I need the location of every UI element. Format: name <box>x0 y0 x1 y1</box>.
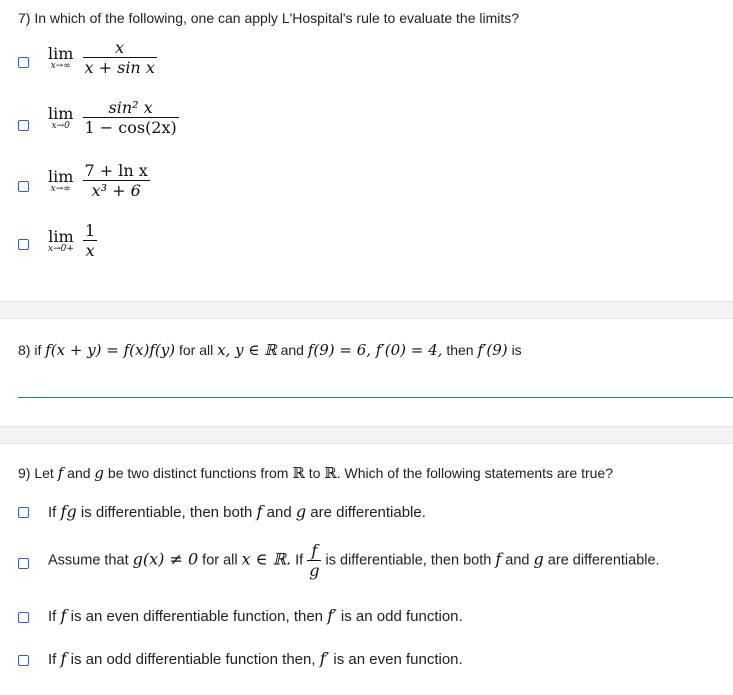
frac-den: x <box>85 241 95 260</box>
lim-sub: x→∞ <box>50 184 71 194</box>
opt-math: f <box>60 649 67 668</box>
q8-expr1: f(x + y) = f(x)f(y) <box>45 341 176 359</box>
opt-text: is differentiable, then both <box>325 552 492 569</box>
lim-label: lim <box>48 227 74 246</box>
q7-option-3 <box>48 161 150 200</box>
q9-option-4 <box>48 649 463 668</box>
opt-text: is an odd function. <box>340 608 463 625</box>
q9-option-1 <box>48 502 426 521</box>
q7-option-3-checkbox[interactable] <box>18 181 29 192</box>
lim-label: lim <box>48 44 74 63</box>
opt-math: x ∈ ℝ. <box>241 549 292 569</box>
q7-option-2 <box>48 98 179 137</box>
divider <box>0 318 733 319</box>
lim-sub: x→0 <box>51 121 70 131</box>
q8-expr4: f′(9) <box>477 341 508 359</box>
divider <box>0 443 733 444</box>
q8-expr2: x, y ∈ ℝ <box>217 341 277 359</box>
frac-num: 1 <box>84 221 96 240</box>
opt-math: g <box>295 502 307 521</box>
q9-option-2-checkbox[interactable] <box>18 558 29 569</box>
opt-math: f′ <box>327 606 337 625</box>
q9-option-2 <box>48 541 660 580</box>
opt-text: is an even function. <box>333 651 463 668</box>
q7-prompt: 7) In which of the following, one can apply L'Hospital's rule to evaluate the limits? <box>18 10 520 26</box>
q9-f: f <box>57 464 64 482</box>
frac-num: 7 + ln x <box>84 161 148 180</box>
opt-math: fg <box>60 502 77 521</box>
q8-mid2: and <box>280 342 304 358</box>
q9-option-1-checkbox[interactable] <box>18 507 29 518</box>
opt-text: is an even differentiable function, then <box>70 608 324 625</box>
frac-num: sin² x <box>108 98 153 117</box>
opt-text: for all <box>202 552 238 569</box>
q7-option-4-checkbox[interactable] <box>18 239 29 250</box>
opt-text: is an odd differentiable function then, <box>70 651 316 668</box>
opt-text: Assume that <box>48 552 129 569</box>
q9-R1: ℝ <box>292 464 305 482</box>
q8-suffix: is <box>511 342 522 358</box>
opt-text: and <box>505 552 530 569</box>
q8-mid3: then <box>446 342 474 358</box>
opt-math: g <box>533 549 544 569</box>
q9-prompt-d: to <box>308 465 321 481</box>
lim-label: lim <box>48 167 74 186</box>
q9-option-4-checkbox[interactable] <box>18 655 29 666</box>
q7-option-1-checkbox[interactable] <box>18 57 29 68</box>
frac-num: f <box>311 541 318 560</box>
q7-option-2-checkbox[interactable] <box>18 120 29 131</box>
q9-prompt-c: be two distinct functions from <box>107 465 289 481</box>
opt-math: f <box>60 606 67 625</box>
q8-mid1: for all <box>178 342 214 358</box>
q9-option-3 <box>48 606 463 625</box>
q9-g: g <box>94 464 105 482</box>
q9-prompt-b: and <box>67 465 91 481</box>
frac-num: x <box>115 38 125 57</box>
lim-sub: x→0+ <box>48 244 74 254</box>
opt-text: If <box>48 608 57 625</box>
opt-math: f <box>256 502 263 521</box>
q9-R2: ℝ <box>324 464 337 482</box>
opt-text: is differentiable, then both <box>80 504 253 521</box>
q8-prompt <box>18 341 522 359</box>
q9-option-3-checkbox[interactable] <box>18 612 29 623</box>
opt-math: f′ <box>319 649 330 668</box>
frac-den: x + sin x <box>84 58 155 77</box>
opt-text: are differentiable. <box>547 552 660 569</box>
q9-prompt <box>18 464 613 482</box>
q8-prefix: 8) if <box>18 342 42 358</box>
q7-option-4 <box>48 221 97 260</box>
q9-prompt-e: . Which of the following statements are true? <box>336 465 613 481</box>
frac-den: x³ + 6 <box>91 181 141 200</box>
section-gap <box>0 302 733 318</box>
opt-math: g(x) ≠ 0 <box>132 549 199 569</box>
q8-expr3: f(9) = 6, f′(0) = 4, <box>307 341 443 359</box>
q8-answer-input[interactable] <box>18 397 733 398</box>
opt-math: f <box>495 549 502 569</box>
q7-option-1 <box>48 38 157 77</box>
lim-label: lim <box>48 104 74 123</box>
frac-den: 1 − cos(2x) <box>84 118 177 137</box>
opt-text: If <box>295 552 304 569</box>
opt-text: and <box>266 504 292 521</box>
opt-text: are differentiable. <box>310 504 426 521</box>
q9-prompt-a: 9) Let <box>18 465 54 481</box>
lim-sub: x→∞ <box>50 61 71 71</box>
section-gap <box>0 427 733 443</box>
opt-text: If <box>48 504 57 521</box>
opt-text: If <box>48 651 57 668</box>
frac-den: g <box>309 561 320 580</box>
